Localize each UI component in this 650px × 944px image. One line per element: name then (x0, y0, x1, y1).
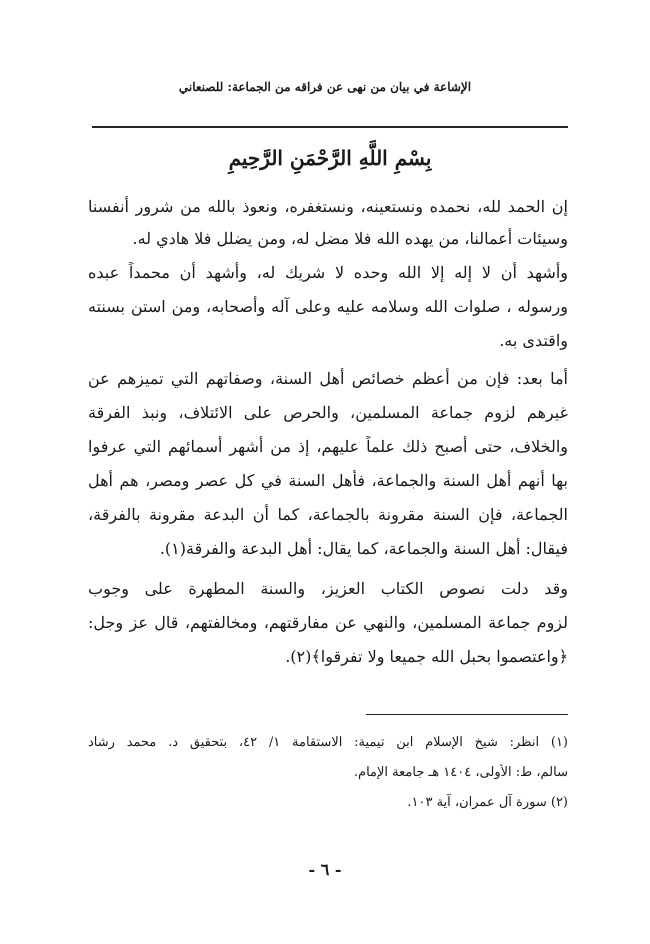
body-line: فيقال: أهل السنة والجماعة، كما يقال: أهل البدعة والفرقة(١). (159, 539, 568, 558)
body-line: واقتدى به. (499, 331, 568, 350)
page-number: - ٦ - (308, 860, 342, 879)
running-header: الإشاعة في بيان من نهى عن فراقه من الجماعة: للصنعاني (178, 80, 472, 94)
quran-verse-line: ﴿واعتصموا بحبل الله جميعا ولا تفرقوا﴾(٢). (285, 647, 568, 666)
body-line: الجماعة، فإن السنة مقرونة بالجماعة، كما أن البدعة مقرونة بالفرقة، (88, 505, 568, 524)
header-divider (92, 126, 568, 128)
body-line: والخلاف، حتى أصبح ذلك علماً عليهم، إذ من أشهر أسمائهم التي عرفوا (88, 437, 568, 456)
body-line: ورسوله ، صلوات الله وسلامه عليه وعلى آله وأصحابه، ومن استن بسنته (88, 297, 568, 316)
footnote: سالم، ط: الأولى، ١٤٠٤ هـ جامعة الإمام. (353, 765, 568, 780)
body-line: غيرهم لزوم جماعة المسلمين، والحرص على الائتلاف، ونبذ الفرقة (88, 403, 568, 422)
footnote-divider (366, 714, 568, 715)
body-line: وأشهد أن لا إله إلا الله وحده لا شريك له، وأشهد أن محمداً عبده (88, 263, 568, 282)
body-line: بها أنهم أهل السنة والجماعة، فأهل السنة في كل عصر ومصر، هم أهل (88, 471, 568, 490)
body-line: إن الحمد لله، نحمده ونستعينه، ونستغفره، ونعوذ بالله من شرور أنفسنا (88, 197, 568, 216)
footnote: (٢) سورة آل عمران، آية ١٠٣. (407, 795, 568, 810)
body-line: لزوم جماعة المسلمين، والنهي عن مفارقتهم، ومخالفتهم، قال عز وجل: (88, 613, 568, 632)
body-line: وقد دلت نصوص الكتاب العزيز، والسنة المطهرة على وجوب (88, 579, 568, 598)
body-line: وسيئات أعمالنا، من يهده الله فلا مضل له، ومن يضلل فلا هادي له. (132, 229, 568, 248)
body-line: أما بعد: فإن من أعظم خصائص أهل السنة، وصفاتهم التي تميزهم عن (88, 369, 568, 388)
basmala: بِسْمِ اللَّهِ الرَّحْمَنِ الرَّحِيمِ (228, 146, 432, 170)
footnote: (١) انظر: شيخ الإسلام ابن تيمية: الاستقامة ١/ ٤٢، بتحقيق د. محمد رشاد (88, 735, 568, 750)
